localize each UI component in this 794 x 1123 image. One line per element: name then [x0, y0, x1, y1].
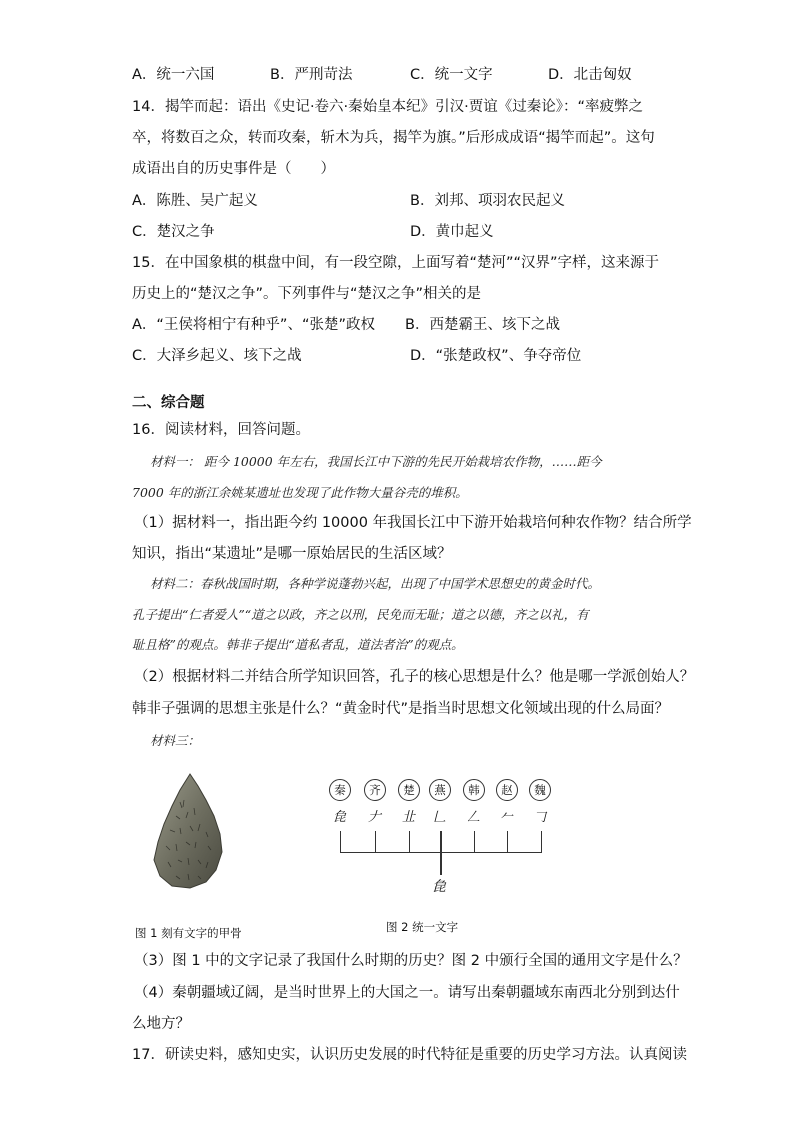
bracket-tick: [541, 831, 542, 853]
q16-part2-line-2: 韩非子强调的思想主张是什么？“黄金时代”是指当时思想文化领域出现的什么局面？: [132, 701, 670, 717]
bracket-tick: [375, 831, 376, 853]
script-glyph-wei: 𠃌: [533, 810, 547, 825]
q16-intro: 16．阅读材料，回答问题。: [132, 422, 310, 438]
bracket-stem: [440, 831, 442, 875]
script-glyph-qi: 𠂇: [368, 810, 382, 825]
bracket-tick: [474, 831, 475, 853]
q13-option-b: B．严刑苛法: [270, 67, 353, 83]
state-han-badge: 韩: [463, 779, 485, 801]
script-glyph-yan: 𠃊: [433, 810, 447, 825]
bracket-tick: [409, 831, 410, 853]
script-glyph-qin: 㲋: [333, 810, 347, 825]
q14-stem-line-1: 14．揭竿而起：语出《史记·卷六·秦始皇本纪》引汉·贾谊《过秦论》：“率疲弊之: [132, 99, 644, 115]
material-1-line-2: 7000 年的浙江余姚某遗址也发现了此作物大量谷壳的堆积。: [132, 485, 468, 500]
q15-option-a: A．“王侯将相宁有种乎”、“张楚”政权: [132, 317, 375, 333]
q16-part4-line-1: （4）秦朝疆域辽阔，是当时世界上的大国之一。请写出秦朝疆域东南西北分别到达什: [134, 985, 680, 1001]
unified-script-glyph: 㲋: [432, 879, 446, 895]
q14-stem-line-3: 成语出自的历史事件是（ ）: [132, 161, 335, 177]
script-glyph-han: 𠃋: [467, 810, 481, 825]
q16-part1-line-2: 知识，指出“某遗址”是哪一原始居民的生活区域？: [132, 546, 452, 562]
state-wei-badge: 魏: [529, 779, 551, 801]
q14-option-b: B．刘邦、项羽农民起义: [410, 193, 565, 209]
state-chu-badge: 楚: [398, 779, 420, 801]
q14-option-d: D．黄巾起义: [410, 224, 494, 240]
bracket-tick: [340, 831, 341, 853]
material-3-label: 材料三：: [150, 733, 201, 748]
figure-1-caption: 图 1 刻有文字的甲骨: [135, 926, 242, 940]
oracle-bone-image: [150, 772, 230, 892]
q16-part1-line-1: （1）据材料一，指出距今约 10000 年我国长江中下游开始栽培何种农作物？结合所学: [134, 515, 692, 531]
script-glyph-zhao: 𠂉: [500, 810, 514, 825]
q13-option-a: A．统一六国: [132, 67, 215, 83]
state-qin-badge: 秦: [329, 779, 351, 801]
q14-option-a: A．陈胜、吴广起义: [132, 193, 258, 209]
q15-stem-line-1: 15．在中国象棋的棋盘中间，有一段空隙，上面写着“楚河”“汉界”字样，这来源于: [132, 255, 659, 271]
material-2-line-1: 材料二：春秋战国时期，各种学说蓬勃兴起，出现了中国学术思想史的黄金时代。: [150, 576, 601, 591]
section-heading: 二、综合题: [132, 395, 205, 411]
q17-stem: 17．研读史料，感知史实，认识历史发展的时代特征是重要的历史学习方法。认真阅读: [132, 1047, 687, 1063]
q14-option-c: C．楚汉之争: [132, 224, 215, 240]
state-yan-badge: 燕: [429, 779, 451, 801]
state-zhao-badge: 赵: [496, 779, 518, 801]
q15-option-c: C．大泽乡起义、垓下之战: [132, 348, 302, 364]
q16-part4-line-2: 么地方？: [132, 1016, 190, 1032]
q15-option-d: D．“张楚政权”、争夺帝位: [410, 348, 582, 364]
material-1-line-1: 材料一： 距今 10000 年左右，我国长江中下游的先民开始栽培农作物，……距今: [150, 454, 602, 469]
state-qi-badge: 齐: [364, 779, 386, 801]
q15-option-b: B．西楚霸王、垓下之战: [405, 317, 560, 333]
q16-part2-line-1: （2）根据材料二并结合所学知识回答，孔子的核心思想是什么？他是哪一学派创始人？: [134, 669, 695, 685]
material-2-line-2: 孔子提出“仁者爱人”“道之以政，齐之以刑，民免而无耻；道之以德，齐之以礼，有: [132, 607, 589, 622]
figure-2-caption: 图 2 统一文字: [386, 920, 459, 934]
q15-stem-line-2: 历史上的“楚汉之争”。下列事件与“楚汉之争”相关的是: [132, 286, 482, 302]
bracket-tick: [507, 831, 508, 853]
script-glyph-chu: 㐀: [402, 810, 416, 825]
q14-stem-line-2: 卒，将数百之众，转而攻秦，斩木为兵，揭竿为旗。”后形成成语“揭竿而起”。这句: [132, 130, 655, 146]
material-2-line-3: 耻且格”的观点。韩非子提出“道私者乱，道法者治”的观点。: [132, 637, 464, 652]
q16-part3: （3）图 1 中的文字记录了我国什么时期的历史？图 2 中颁行全国的通用文字是什么？: [134, 953, 688, 969]
q13-option-d: D．北击匈奴: [548, 67, 632, 83]
q13-option-c: C．统一文字: [410, 67, 493, 83]
